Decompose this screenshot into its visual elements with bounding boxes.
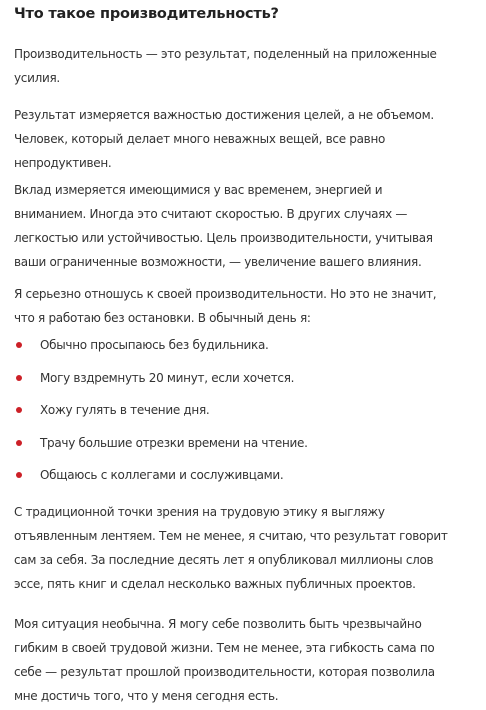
text-line: С традиционной точки зрения на трудовую этику я выгляжу bbox=[14, 505, 385, 519]
text-line: усилия. bbox=[14, 71, 60, 85]
text-line: ваши ограниченные возможности, — увеличение вашего влияния. bbox=[14, 255, 422, 269]
list-item-text: Могу вздремнуть 20 минут, если хочется. bbox=[40, 371, 295, 385]
list-item-text: Общаюсь с коллегами и сослуживцами. bbox=[40, 468, 284, 482]
bullet-icon bbox=[16, 375, 22, 381]
text-line: мне достичь того, что у меня сегодня есть. bbox=[14, 689, 279, 703]
paragraph-traditional-view bbox=[14, 500, 448, 596]
paragraph-contribution bbox=[14, 178, 433, 274]
list-item bbox=[14, 431, 474, 455]
text-line: непродуктивен. bbox=[14, 156, 112, 170]
bullet-icon bbox=[16, 407, 22, 413]
text-line: что я работаю без остановки. В обычный день я: bbox=[14, 311, 311, 325]
text-line: Вклад измеряется имеющимися у вас временем, энергией и bbox=[14, 183, 383, 197]
text-line: гибким в своей трудовой жизни. Тем не менее, эта гибкость сама по bbox=[14, 641, 435, 655]
paragraph-serious bbox=[14, 282, 436, 330]
text-line: Моя ситуация необычна. Я могу себе позволить быть чрезвычайно bbox=[14, 617, 422, 631]
bullet-icon bbox=[16, 342, 22, 348]
text-line: Я серьезно отношусь к своей производительности. Но это не значит, bbox=[14, 287, 437, 301]
text-line: Производительность — это результат, поделенный на приложенные bbox=[14, 47, 437, 61]
text-line: Человек, который делает много неважных вещей, все равно bbox=[14, 132, 386, 146]
list-item bbox=[14, 366, 474, 390]
text-line: легкостью или устойчивостью. Цель производительности, учитывая bbox=[14, 231, 433, 245]
text-line: Результат измеряется важностью достижения целей, а не объемом. bbox=[14, 108, 434, 122]
list-item-text: Хожу гулять в течение дня. bbox=[40, 403, 210, 417]
list-item-text: Обычно просыпаюсь без будильника. bbox=[40, 338, 269, 352]
text-line: отъявленным лентяем. Тем не менее, я считаю, что результат говорит bbox=[14, 529, 448, 543]
paragraph-result bbox=[14, 103, 434, 175]
text-line: себе — результат прошлой производительности, которая позволила bbox=[14, 665, 435, 679]
text-line: сам за себя. За последние десять лет я опубликовал миллионы слов bbox=[14, 553, 434, 567]
text-line: вниманием. Иногда это считают скоростью. В других случаях — bbox=[14, 207, 408, 221]
paragraph-productivity-definition bbox=[14, 42, 437, 90]
bullet-icon bbox=[16, 472, 22, 478]
text-line: эссе, пять книг и сделал несколько важных публичных проектов. bbox=[14, 577, 416, 591]
list-item bbox=[14, 463, 474, 487]
list-item bbox=[14, 333, 474, 357]
list-item-text: Трачу большие отрезки времени на чтение. bbox=[40, 436, 308, 450]
article-title: Что такое производительность? bbox=[14, 6, 279, 22]
list-item bbox=[14, 398, 474, 422]
bullet-icon bbox=[16, 440, 22, 446]
paragraph-unusual-situation bbox=[14, 612, 435, 708]
